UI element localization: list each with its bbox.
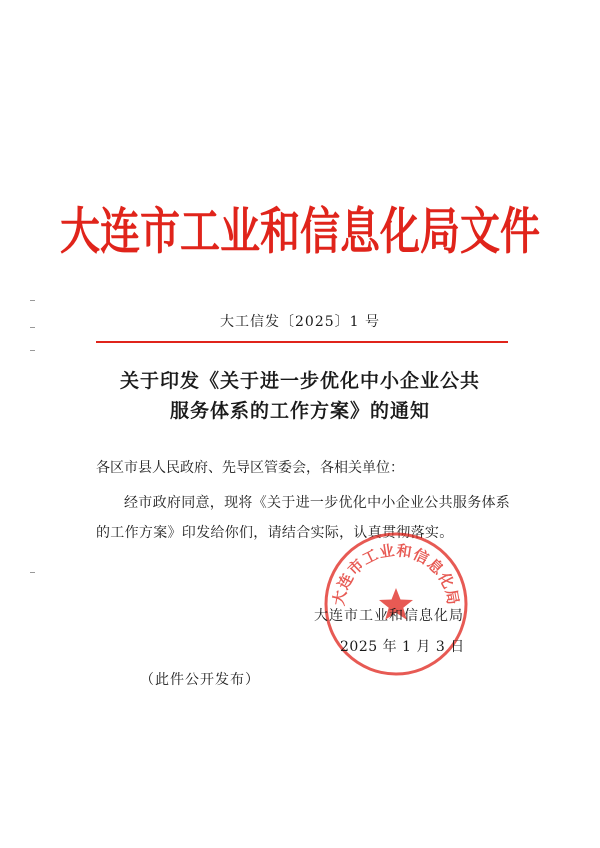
red-divider-line	[96, 341, 508, 343]
recipients-line: 各区市县人民政府、先导区管委会，各相关单位：	[96, 460, 404, 476]
body-paragraph: 经市政府同意，现将《关于进一步优化中小企业公共服务体系的工作方案》印发给你们，请结合实际，认真贯彻落实。	[96, 495, 511, 541]
notice-title-line1: 关于印发《关于进一步优化中小企业公共	[119, 370, 480, 392]
margin-mark	[30, 300, 35, 301]
issuer-name: 大连市工业和信息化局	[314, 608, 464, 624]
notice-title	[0, 366, 600, 426]
margin-mark	[30, 350, 35, 351]
margin-mark	[30, 572, 35, 573]
red-header-title: 大连市工业和信息化局文件	[60, 203, 540, 261]
issue-date: 2025 年 1 月 3 日	[340, 639, 465, 655]
notice-title-line2: 服务体系的工作方案》的通知	[169, 400, 430, 422]
svg-text:大连市工业和信息化局: 大连市工业和信息化局	[329, 541, 463, 607]
document-number: 大工信发〔2025〕1 号	[220, 314, 380, 330]
public-release-note: （此件公开发布）	[140, 672, 260, 688]
